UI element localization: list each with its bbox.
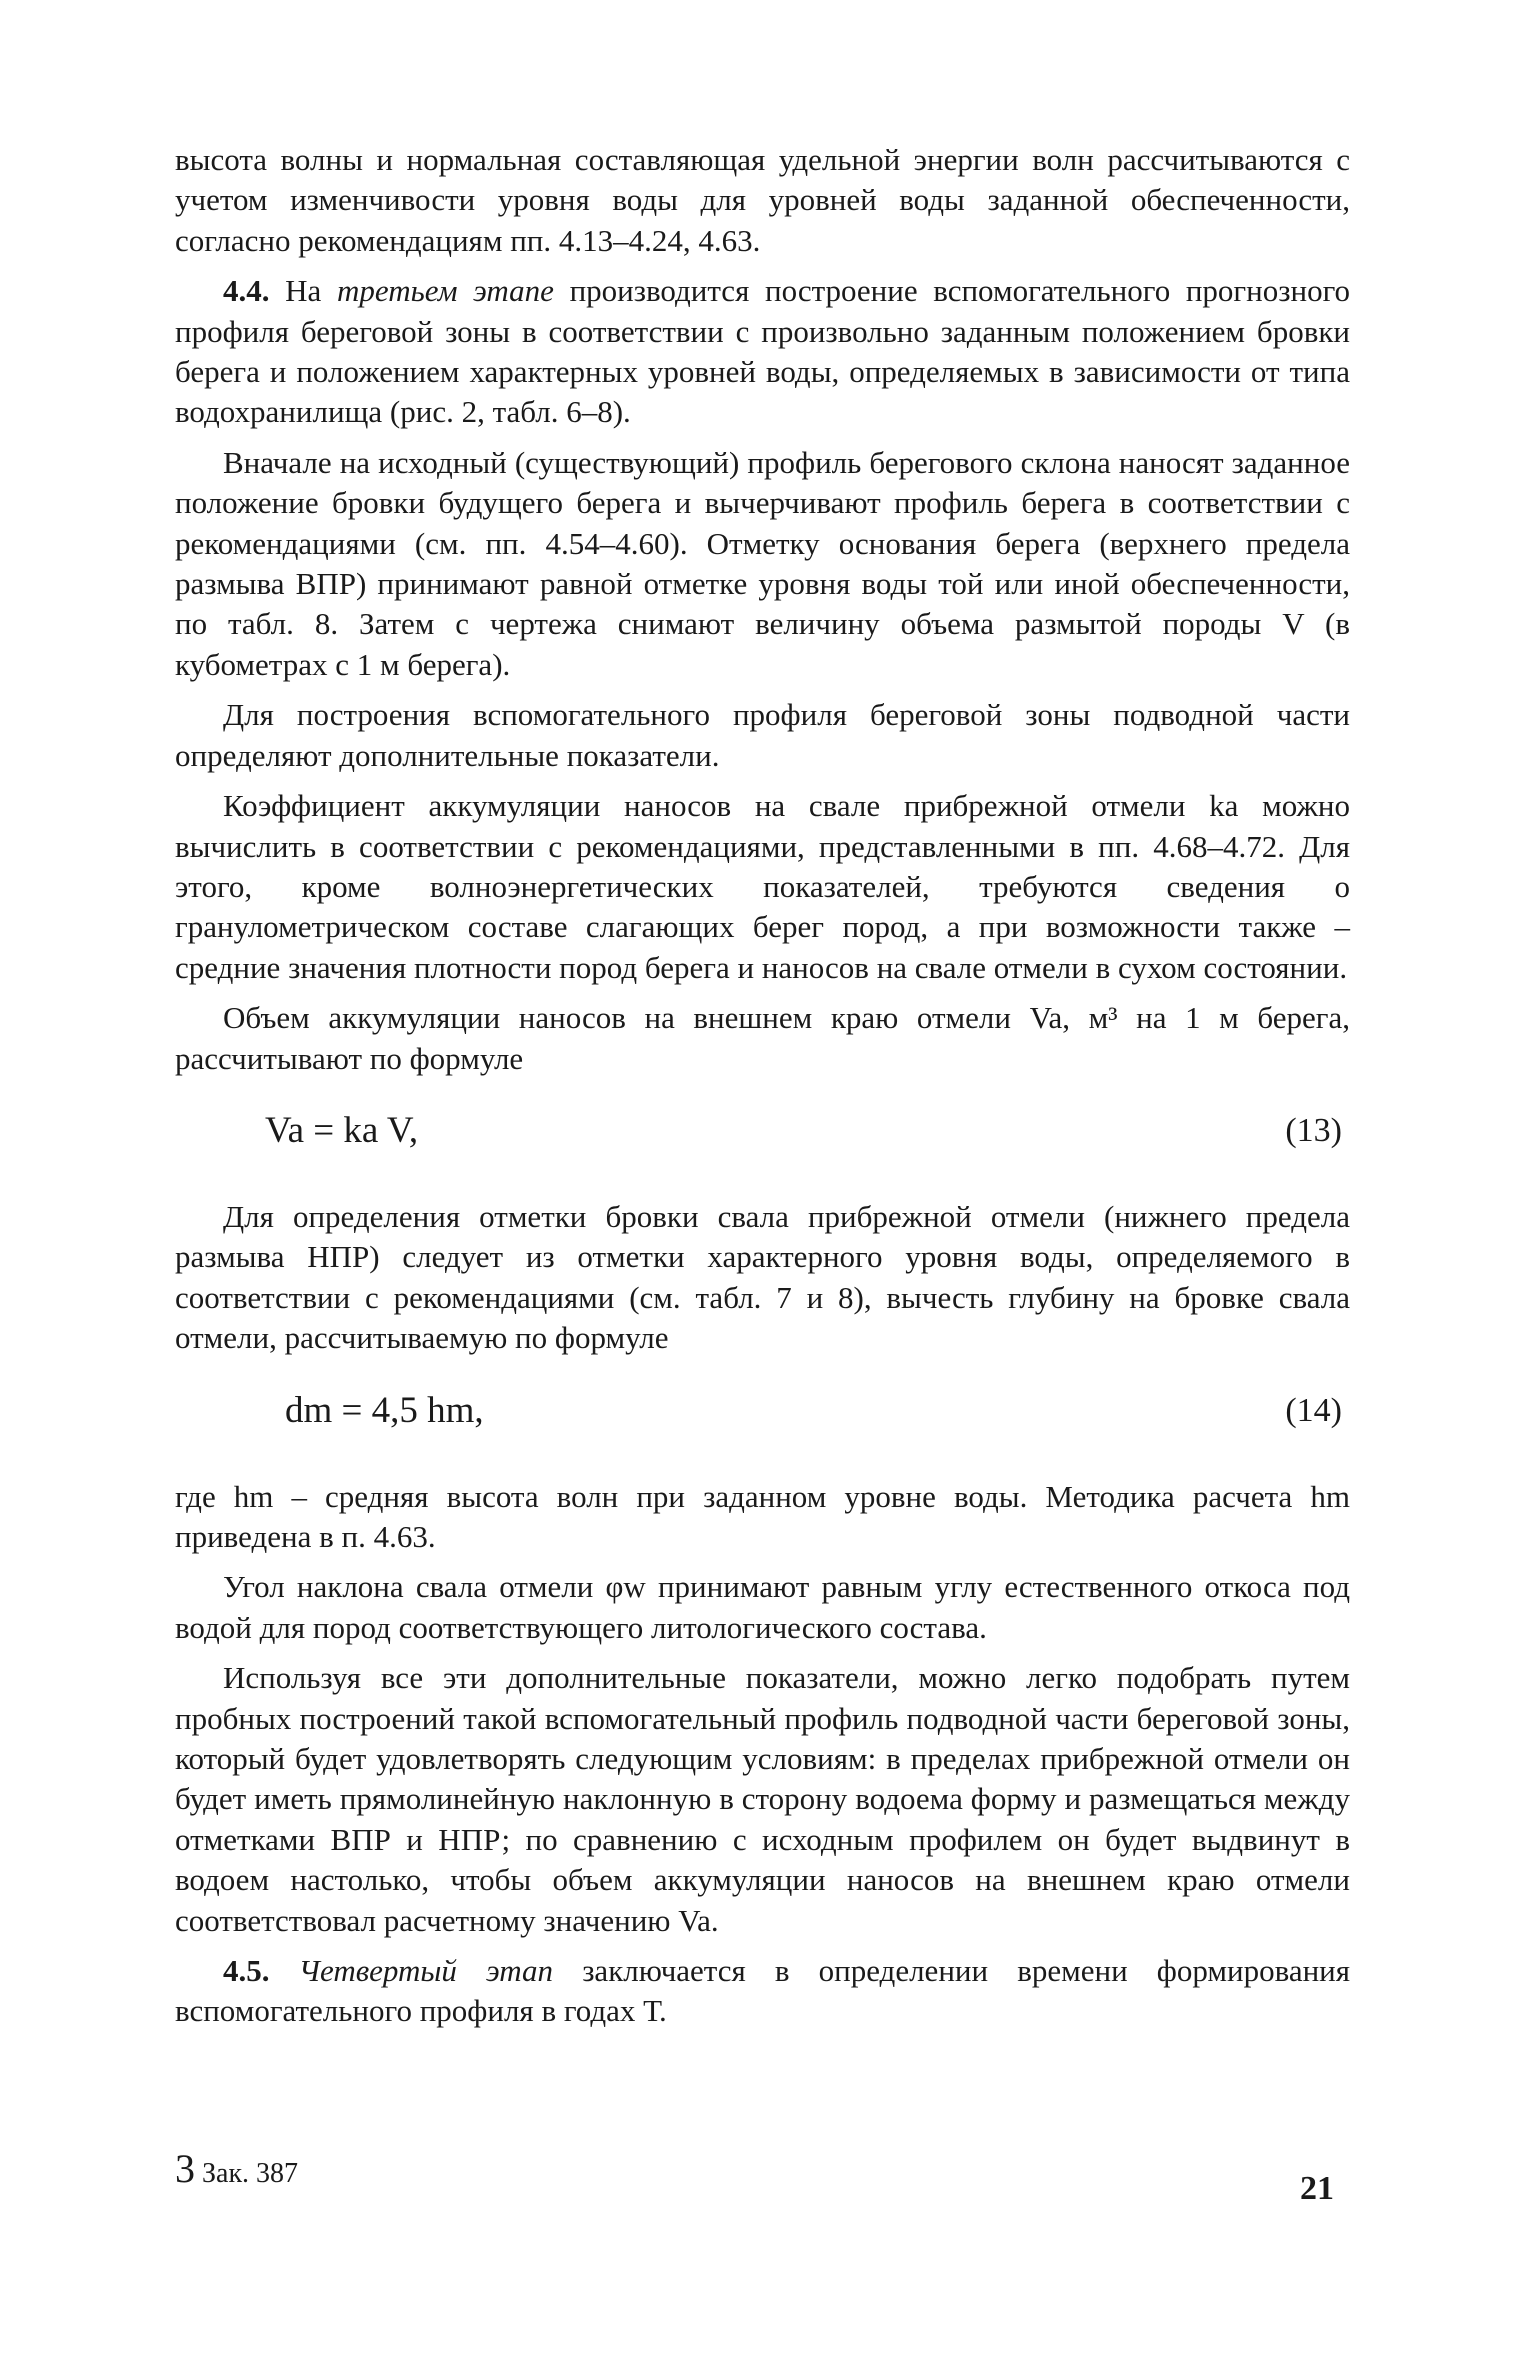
section-number: 4.5. (223, 1953, 270, 1989)
paragraph-where: где hm – средняя высота волн при заданном уровне воды. Методика расчета hm приведена в п. 4.63. (175, 1478, 1350, 1554)
paragraph-continuation: высота волны и нормальная составляющая удельной энергии волн рассчитываются с учетом изменчивости уровня воды для уровней воды заданной обеспеченности, согласно рекомендациям пп. 4.13–4.24, 4.63. (175, 142, 1350, 258)
formula-14 (175, 1381, 1350, 1459)
paragraph-profile: Вначале на исходный (существующий) профиль берегового склона наносят заданное положение бровки будущего берега и вычерчивают профиль берега в соответствии с рекомендациями (см. пп. 4.54–4.60). Отметку основания берега (верхнего предела размыва ВПР) принимают равной отметке уровня воды той или иной обеспеченности, по табл. 8. Затем с чертежа снимают величину объема размытой породы V (в кубометрах с 1 м берега). (175, 444, 1350, 682)
signature-number: 3 (175, 2146, 195, 2191)
paragraph-depth: Для определения отметки бровки свала прибрежной отмели (нижнего предела размыва НПР) следует из отметки характерного уровня воды, определяемого в соответствии с рекомендациями (см. табл. 7 и 8), вычесть глубину на бровке свала отмели, рассчитываемую по формуле (175, 1198, 1350, 1356)
paragraph-additional: Для построения вспомогательного профиля береговой зоны подводной части определяют дополнительные показатели. (175, 697, 1350, 773)
signature-order: Зак. 387 (202, 2158, 299, 2189)
formula-14-number: (14) (1285, 1391, 1342, 1429)
emphasis-text: Четвертый этап (298, 1953, 554, 1989)
paragraph-coefficient: Коэффициент аккумуляции наносов на свале прибрежной отмели ka можно вычислить в соответствии с рекомендациями, представленными в пп. 4.68–4.72. Для этого, кроме волноэнергетических показателей, требуются сведения о гранулометрическом составе слагающих берег пород, а при возможности также – средние значения плотности пород берега и наносов на свале отмели в сухом состоянии. (175, 788, 1350, 985)
paragraph-text: производится построение вспомогательного прогнозного профиля береговой зоны в соответствии с произвольно заданным положением бровки берега и положением характерных уровней воды, определяемых в зависимости от типа водохранилища (рис. 2, табл. 6–8). (175, 273, 1351, 430)
emphasis-text: третьем этапе (336, 273, 554, 309)
section-number: 4.4. (223, 273, 270, 309)
paragraph-4-4 (175, 271, 1350, 433)
paragraph-volume: Объем аккумуляции наносов на внешнем краю отмели Va, м³ на 1 м берега, рассчитывают по формуле (175, 1000, 1350, 1076)
paragraph-angle: Угол наклона свала отмели φw принимают равным углу естественного откоса под водой для пород соответствующего литологического состава. (175, 1569, 1350, 1645)
formula-13-number: (13) (1285, 1111, 1342, 1149)
body-text (175, 140, 1350, 2032)
formula-13-expression: Va = ka V, (265, 1109, 419, 1151)
formula-13 (175, 1101, 1350, 1179)
page-number: 21 (1300, 2170, 1334, 2207)
printer-signature (175, 2145, 298, 2192)
formula-14-expression: dm = 4,5 hm, (285, 1389, 484, 1431)
paragraph-text: На (285, 273, 322, 309)
paragraph-text: заключается в определении времени формирования вспомогательного профиля в годах Т. (175, 1953, 1351, 2029)
paragraph-4-5 (175, 1951, 1350, 2032)
paragraph-using: Используя все эти дополнительные показатели, можно легко подобрать путем пробных построений такой вспомогательный профиль подводной части береговой зоны, который будет удовлетворять следующим условиям: в пределах прибрежной отмели он будет иметь прямолинейную наклонную в сторону водоема форму и размещаться между отметками ВПР и НПР; по сравнению с исходным профилем он будет выдвинут в водоем настолько, чтобы объем аккумуляции наносов на внешнем краю отмели соответствовал расчетному значению Va. (175, 1660, 1350, 1938)
